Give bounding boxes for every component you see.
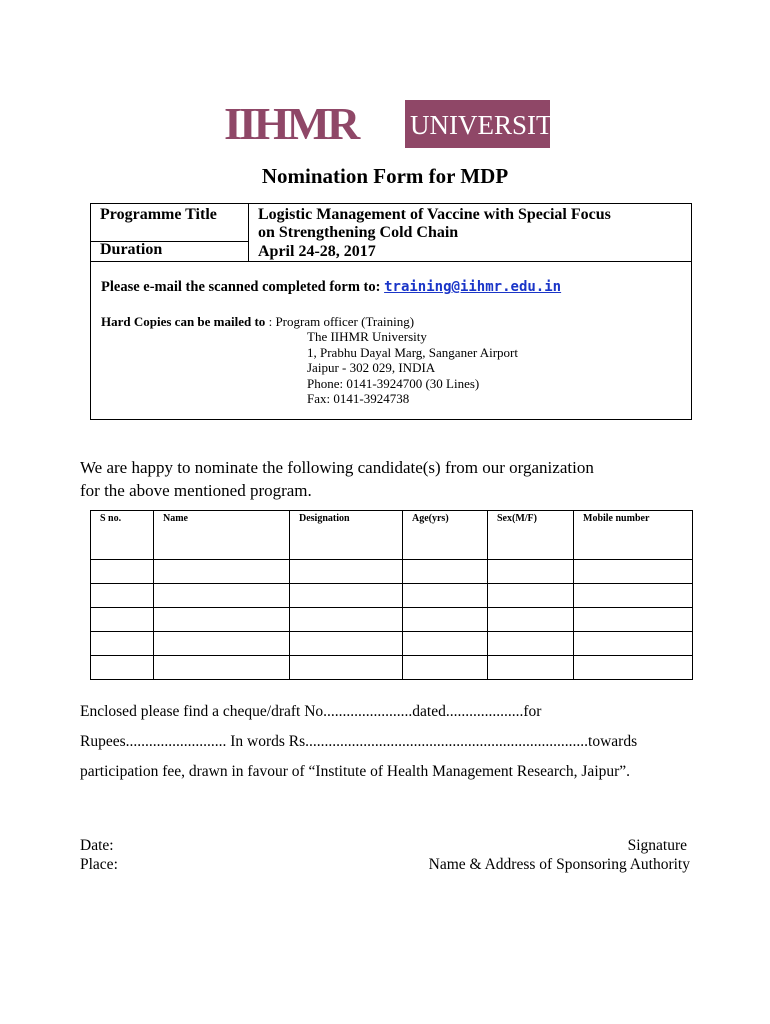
intro-line: We are happy to nominate the following candidate(s) from our organization [80,458,594,477]
intro-text [80,456,700,502]
intro-line: for the above mentioned program. [80,481,312,500]
email-prefix: Please e-mail the scanned completed form to: [101,279,381,295]
table-cell[interactable] [290,608,403,632]
column-header: Name [154,511,290,560]
email-instruction [101,279,561,296]
programme-info-box [90,203,692,420]
candidate-table [90,510,693,680]
table-cell[interactable] [91,656,154,680]
logo-brand-text: IIHMR [224,98,358,149]
table-cell[interactable] [403,584,488,608]
address-line: 1, Prabhu Dayal Marg, Sanganer Airport [307,344,518,360]
table-cell[interactable] [574,632,693,656]
table-cell[interactable] [290,560,403,584]
table-cell[interactable] [403,632,488,656]
address-line: Phone: 0141-3924700 (30 Lines) [307,375,480,391]
table-cell[interactable] [91,560,154,584]
date-place-block [80,836,118,874]
table-cell[interactable] [488,584,574,608]
payment-line: Enclosed please find a cheque/draft No.......................dated....................for [80,703,542,720]
table-cell[interactable] [574,656,693,680]
table-cell[interactable] [154,584,290,608]
table-cell[interactable] [574,584,693,608]
authority-label: Name & Address of Sponsoring Authority [428,856,690,873]
duration-label: Duration [100,241,163,258]
table-cell[interactable] [91,608,154,632]
programme-title-line1: Logistic Management of Vaccine with Special Focus [258,206,611,223]
table-row [91,584,693,608]
table-row [91,632,693,656]
address-line: Fax: 0141-3924738 [307,391,410,406]
column-header: Age(yrs) [403,511,488,560]
table-cell[interactable] [290,632,403,656]
table-cell[interactable] [574,608,693,632]
table-cell[interactable] [154,656,290,680]
address-line: Jaipur - 302 029, INDIA [307,360,436,375]
column-header: S no. [91,511,154,560]
signature-label: Signature [627,837,687,854]
logo-university-text: UNIVERSITY [410,110,572,140]
table-cell[interactable] [488,632,574,656]
table-cell[interactable] [154,608,290,632]
university-logo [222,98,572,149]
divider [248,204,249,261]
page-title: Nomination Form for MDP [261,164,509,188]
divider [91,261,691,262]
table-row [91,560,693,584]
hard-copy-colon: : [265,314,276,329]
duration-value: April 24-28, 2017 [258,243,376,260]
table-row [91,608,693,632]
column-header: Mobile number [574,511,693,560]
column-header: Designation [290,511,403,560]
address-line: The IIHMR University [307,329,427,344]
table-cell[interactable] [290,584,403,608]
signature-block [410,836,690,874]
programme-title-line2: on Strengthening Cold Chain [258,224,459,241]
table-cell[interactable] [403,608,488,632]
table-cell[interactable] [154,560,290,584]
table-cell[interactable] [290,656,403,680]
table-cell[interactable] [488,560,574,584]
column-header: Sex(M/F) [488,511,574,560]
table-cell[interactable] [154,632,290,656]
table-cell[interactable] [91,584,154,608]
table-cell[interactable] [403,656,488,680]
payment-line: Rupees.......................... In words Rs.........................................................................towards [80,733,638,750]
address-line: Program officer (Training) [275,314,415,329]
place-label: Place: [80,856,118,873]
table-cell[interactable] [488,656,574,680]
table-cell[interactable] [488,608,574,632]
email-link[interactable]: training@iihmr.edu.in [384,279,562,295]
payment-line: participation fee, drawn in favour of “Institute of Health Management Research, Jaipur”. [80,763,631,780]
table-cell[interactable] [574,560,693,584]
hard-copy-instruction [101,314,414,330]
hard-copy-label: Hard Copies can be mailed to [101,314,266,329]
table-header-row [91,511,693,560]
programme-title-label: Programme Title [100,206,217,223]
table-cell[interactable] [91,632,154,656]
table-row [91,656,693,680]
table-cell[interactable] [403,560,488,584]
date-label: Date: [80,837,114,854]
